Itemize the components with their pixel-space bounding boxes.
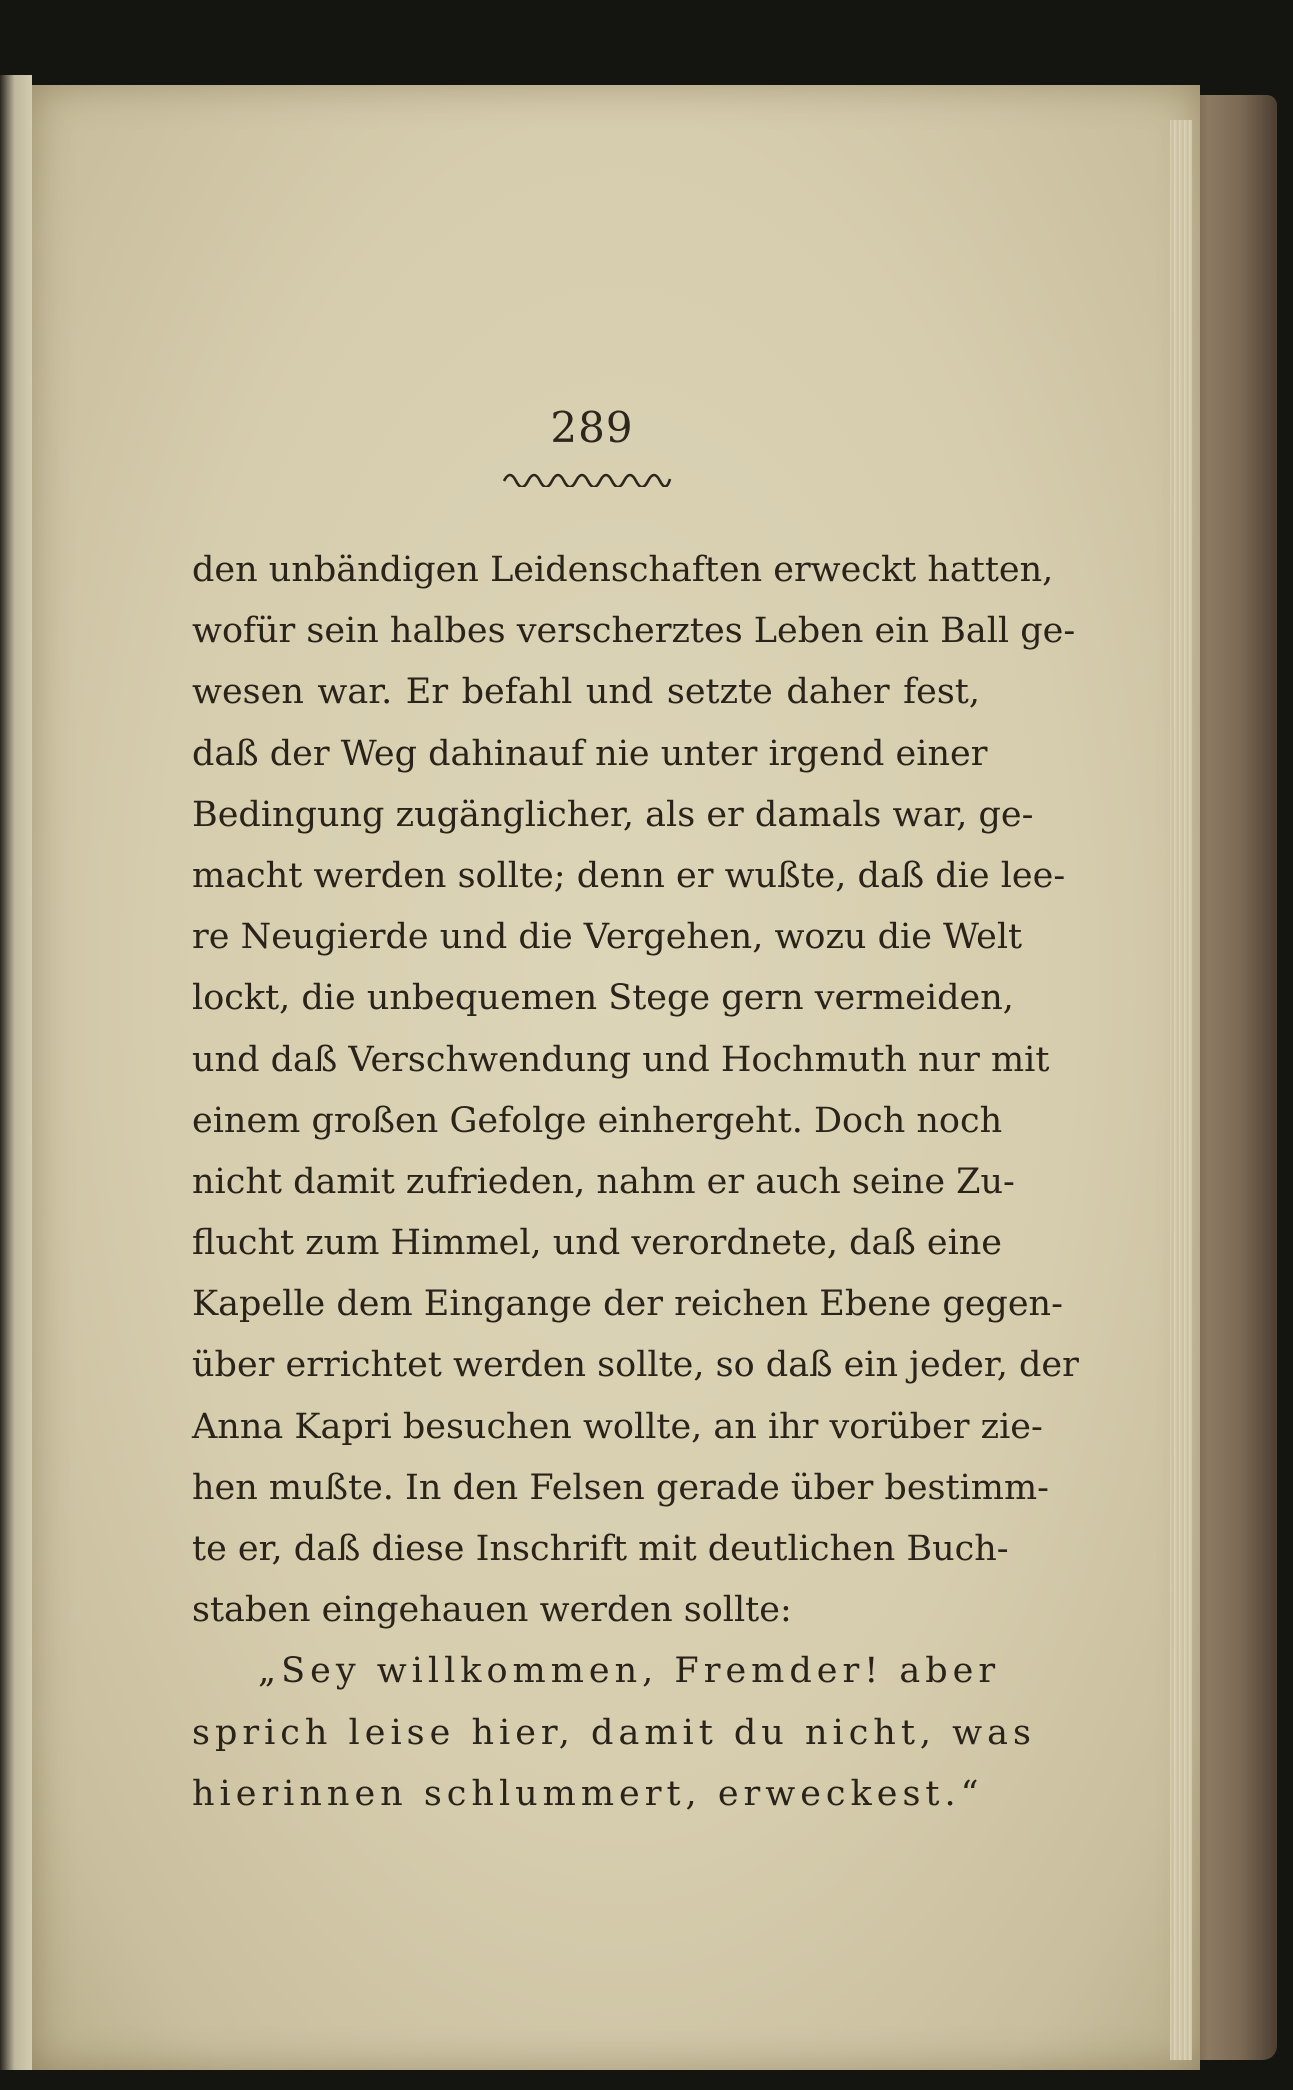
page-number: 289 [550,403,634,452]
inscription-line: hierinnen schlummert, erweckest.“ [192,1773,984,1814]
text-line: macht werden sollte; denn er wußte, daß die lee- [192,855,1066,896]
text-line: über errichtet werden sollte, so daß ein jeder, der [192,1345,1079,1386]
text-line: und daß Verschwendung und Hochmuth nur mit [192,1039,1050,1080]
text-line: staben eingehauen werden sollte: [192,1590,792,1631]
text-line: Bedingung zugänglicher, als er damals war, ge- [192,794,1034,835]
page-block-edges [1170,120,1192,2060]
text-line: te er, daß diese Inschrift mit deutlichen Buch- [192,1529,1009,1569]
text-line: einem großen Gefolge einhergeht. Doch noch [192,1100,1003,1141]
text-line: wesen war. Er befahl und setzte daher fest, [192,672,980,713]
text-line: hen mußte. In den Felsen gerade über bestimm- [192,1467,1049,1508]
text-line: Anna Kapri besuchen wollte, an ihr vorüber zie- [192,1406,1043,1447]
book-binding [0,75,32,2070]
text-line: re Neugierde und die Vergehen, wozu die Welt [192,917,1023,958]
body-text [192,540,1079,1825]
text-line: lockt, die unbequemen Stege gern vermeiden, [192,978,1014,1019]
text-line: daß der Weg dahinauf nie unter irgend einer [192,733,988,774]
text-line: den unbändigen Leidenschaften erweckt hatten, [192,550,1054,590]
text-line: wofür sein halbes verscherztes Leben ein Ball ge- [192,611,1076,652]
text-line: flucht zum Himmel, und verordnete, daß eine [192,1223,1003,1264]
paper-page [32,85,1200,2070]
text-line: Kapelle dem Eingange der reichen Ebene gegen- [192,1284,1063,1325]
inscription-line: „Sey willkommen, Fremder! aber [258,1651,1001,1692]
inscription-line: sprich leise hier, damit du nicht, was [192,1712,1036,1753]
text-line: nicht damit zufrieden, nahm er auch seine Zu- [192,1161,1015,1202]
wavy-rule-ornament [502,467,672,487]
